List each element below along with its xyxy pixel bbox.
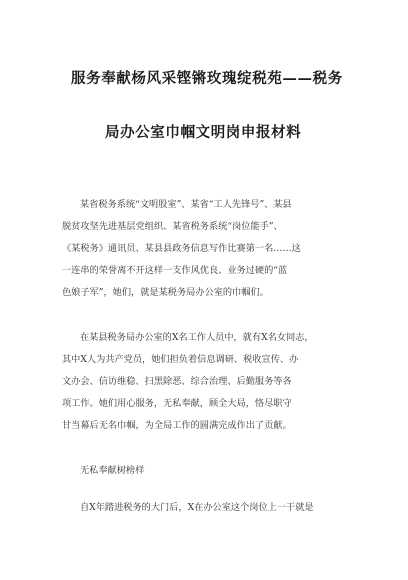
paragraph-line: 项工作。她们用心服务，无私奉献，顾全大局，恪尽职守 xyxy=(62,398,292,409)
document-title-line1: 服务奉献杨风采铿锵玫瑰绽税苑——税务 xyxy=(71,70,343,87)
paragraph-1 xyxy=(62,194,352,304)
paragraph-2 xyxy=(62,327,352,437)
paragraph-line: 甘当幕后无名巾帼，为全局工作的圆满完成作出了贡献。 xyxy=(62,420,292,431)
subheading-text: 无私奉献树榜样 xyxy=(80,465,145,476)
paragraph-line: 一连串的荣誉离不开这样一支作风优良、业务过硬的“蓝 xyxy=(62,265,288,276)
paragraph-line: 其中X人为共产党员，她们担负着信息调研、税收宣传、办 xyxy=(62,354,299,365)
document-title-line2: 局办公室巾帼文明岗申报材料 xyxy=(105,124,302,141)
paragraph-line: 自X年踏进税务的大门后，X在办公室这个岗位上一干就是 xyxy=(80,502,314,513)
paragraph-line: 文办会、信访维稳、扫黑除恶、综合治理、后勤服务等各 xyxy=(62,376,292,387)
paragraph-line: 脱贫攻坚先进基层党组织、某省税务系统“岗位能手”、 xyxy=(62,221,283,232)
paragraph-3 xyxy=(62,497,352,519)
paragraph-line: 某省税务系统“文明股室”、某省“工人先锋号”、某县 xyxy=(80,199,292,210)
paragraph-line: 在某县税务局办公室的X名工作人员中，就有X名女同志， xyxy=(80,332,314,343)
paragraph-line: 色娘子军”，她们，就是某税务局办公室的巾帼们。 xyxy=(62,287,269,298)
section-subheading xyxy=(62,460,352,482)
paragraph-line: 《某税务》通讯员、某县县政务信息写作比赛第一名……这 xyxy=(62,243,301,254)
